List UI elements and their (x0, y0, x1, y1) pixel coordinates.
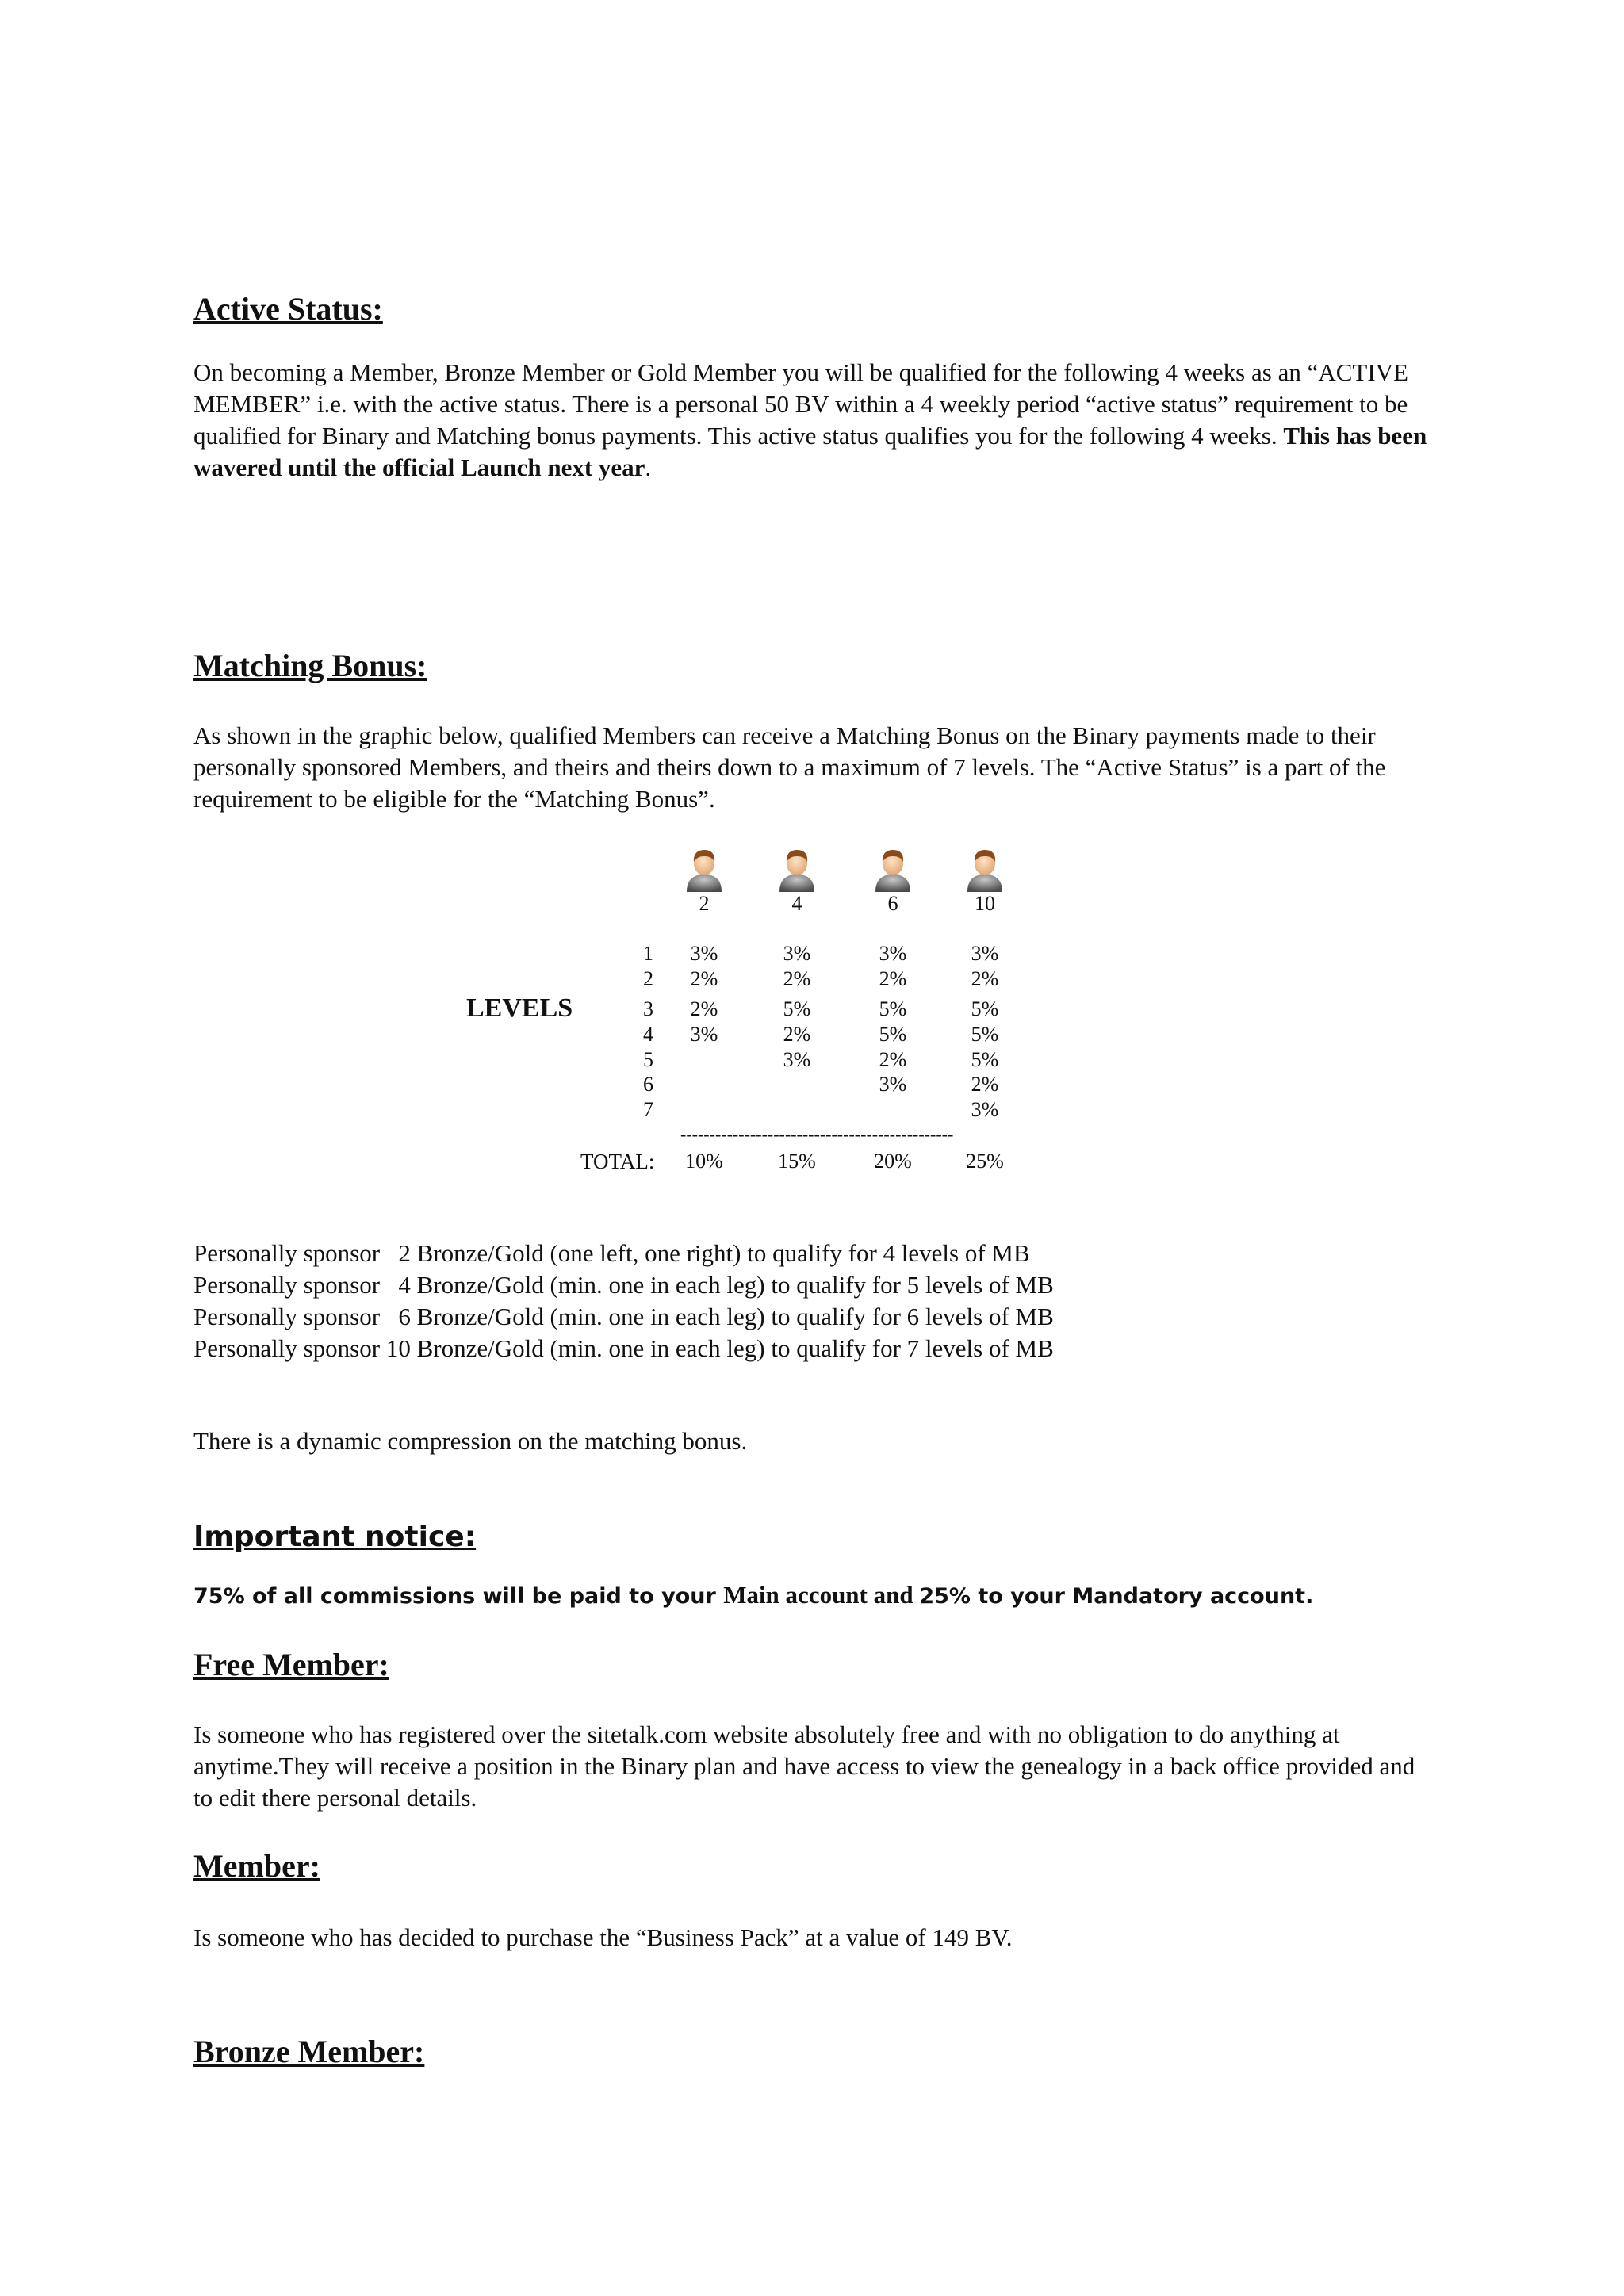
column-header: 10 (975, 892, 995, 915)
total-separator: ----------------------------------------------- (680, 1124, 954, 1144)
table-cell: 5% (879, 1023, 907, 1046)
table-cell: 3% (971, 1098, 999, 1121)
important-notice-text (193, 1581, 1313, 1609)
matching-bonus-heading: Matching Bonus: (193, 648, 427, 683)
table-cell: 3% (783, 1048, 811, 1071)
member-heading: Member: (193, 1848, 320, 1884)
person-icon (682, 847, 726, 893)
column-total: 10% (685, 1150, 723, 1173)
person-icon (871, 847, 915, 893)
table-cell: 3% (783, 942, 811, 965)
level-number: 2 (643, 967, 653, 990)
bronze-member-heading: Bronze Member: (193, 2034, 425, 2069)
table-cell: 3% (690, 942, 718, 965)
free-member-paragraph: Is someone who has registered over the sitetalk.com website absolutely free and with no obligation to do anything at anytime.They will receive a position in the Binary plan and have access to view the genealogy in a back office provided and to edit there personal details. (193, 1720, 1415, 1812)
level-number: 1 (643, 942, 653, 965)
table-cell: 2% (879, 1048, 907, 1071)
notice-part-a: 75% of all commissions will be paid to your (193, 1584, 724, 1609)
notice-part-b: Main account and (723, 1581, 920, 1609)
column-header: 6 (887, 892, 898, 915)
free-member-heading: Free Member: (193, 1647, 389, 1682)
levels-label: LEVELS (466, 993, 573, 1023)
level-number: 3 (643, 997, 653, 1020)
active-status-period: . (645, 453, 652, 481)
active-status-bold-note: This has been wavered until the official Launch next year (193, 422, 1427, 481)
level-number: 6 (643, 1073, 653, 1096)
table-cell: 2% (783, 967, 811, 990)
notice-part-c: 25% to your Mandatory account. (919, 1584, 1314, 1609)
important-notice-heading: Important notice: (193, 1521, 477, 1553)
table-cell: 3% (690, 1023, 718, 1046)
column-header: 4 (791, 892, 802, 915)
member-paragraph: Is someone who has decided to purchase the “Business Pack” at a value of 149 BV. (193, 1923, 1013, 1951)
table-cell: 3% (971, 942, 999, 965)
level-number: 5 (643, 1048, 653, 1071)
column-total: 25% (966, 1150, 1004, 1173)
table-cell: 2% (971, 1073, 999, 1096)
table-cell: 3% (879, 942, 907, 965)
sponsor-lines (193, 1238, 1054, 1364)
table-cell: 2% (971, 967, 999, 990)
active-status-text: On becoming a Member, Bronze Member or Gold Member you will be qualified for the following 4 weeks as an “ACTIVE MEMBER” i.e. with the active status. There is a personal 50 BV within a 4 weekly period “active status” requirement to be qualified for Binary and Matching bonus payments. This active status qualifies you for the following 4 weeks. (193, 358, 1408, 450)
level-number: 7 (643, 1098, 653, 1121)
matching-bonus-paragraph: As shown in the graphic below, qualified Members can receive a Matching Bonus on the Binary payments made to their personally sponsored Members, and theirs and theirs down to a maximum of 7 levels. The “Active Status” is a part of the requirement to be eligible for the “Matching Bonus”. (193, 721, 1386, 813)
table-cell: 3% (879, 1073, 907, 1096)
table-cell: 2% (690, 967, 718, 990)
table-cell: 2% (879, 967, 907, 990)
table-cell: 2% (783, 1023, 811, 1046)
column-header: 2 (699, 892, 710, 915)
person-icon (775, 847, 819, 893)
sponsor-line: Personally sponsor 10 Bronze/Gold (min. one in each leg) to qualify for 7 levels of MB (193, 1334, 1054, 1362)
total-label: TOTAL: (580, 1150, 655, 1173)
column-total: 15% (778, 1150, 816, 1173)
table-cell: 2% (690, 997, 718, 1020)
level-number: 4 (643, 1023, 653, 1046)
sponsor-line: Personally sponsor 4 Bronze/Gold (min. one in each leg) to qualify for 5 levels of MB (193, 1271, 1054, 1299)
column-total: 20% (874, 1150, 912, 1173)
table-cell: 5% (879, 997, 907, 1020)
table-cell: 5% (971, 1048, 999, 1071)
person-icon (963, 847, 1007, 893)
compression-note: There is a dynamic compression on the matching bonus. (193, 1427, 748, 1455)
sponsor-line: Personally sponsor 6 Bronze/Gold (min. one in each leg) to qualify for 6 levels of MB (193, 1303, 1054, 1330)
table-cell: 5% (783, 997, 811, 1020)
sponsor-line: Personally sponsor 2 Bronze/Gold (one left, one right) to qualify for 4 levels of MB (193, 1239, 1030, 1267)
active-status-heading: Active Status: (193, 291, 383, 327)
table-cell: 5% (971, 1023, 999, 1046)
table-cell: 5% (971, 997, 999, 1020)
